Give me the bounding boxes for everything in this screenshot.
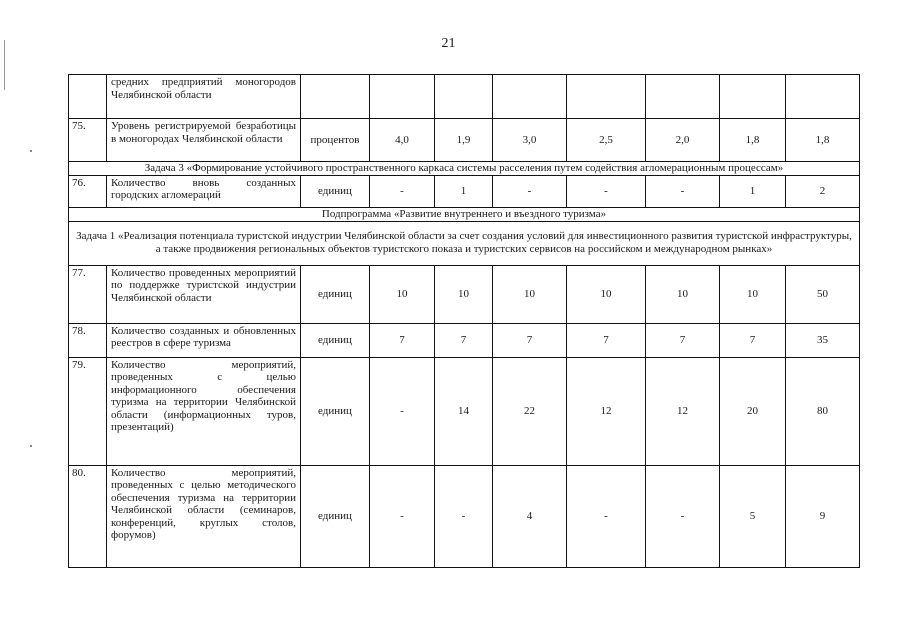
table-row [69,119,860,162]
value-cell: 1 [435,175,493,207]
value-cell: 1 [720,175,786,207]
value-cell [567,75,646,119]
value-cell [435,75,493,119]
unit-cell: единиц [301,465,370,567]
value-cell: 10 [493,265,567,323]
value-cell: 2 [786,175,860,207]
value-cell: 9 [786,465,860,567]
unit-cell: единиц [301,323,370,357]
unit-cell [301,75,370,119]
value-cell: - [370,357,435,465]
table-row [69,357,860,465]
scan-speck [30,150,32,152]
value-cell: 12 [567,357,646,465]
value-cell: 2,5 [567,119,646,162]
value-cell: 12 [646,357,720,465]
row-number [69,75,107,119]
value-cell: 1,8 [720,119,786,162]
table-row [69,465,860,567]
value-cell [493,75,567,119]
value-cell: - [370,175,435,207]
value-cell: - [370,465,435,567]
table-row [69,265,860,323]
value-cell: 35 [786,323,860,357]
indicators-table [68,74,860,568]
section-heading-row [69,162,860,176]
value-cell: 10 [646,265,720,323]
row-number: 78. [69,323,107,357]
indicator-name: Количество созданных и обновленных реестров в сфере туризма [107,323,301,357]
indicator-name: Количество вновь созданных городских агломераций [107,175,301,207]
section-heading: Задача 1 «Реализация потенциала туристской индустрии Челябинской области за счет создания условий для инвестиционного развития туристской инфраструктуры, а также продвижения региональных объектов туристского показа и туристских сервисов на российском и международном рынках» [69,221,860,265]
value-cell: 10 [720,265,786,323]
value-cell: 10 [435,265,493,323]
value-cell [786,75,860,119]
value-cell [370,75,435,119]
section-heading-row [69,207,860,221]
value-cell: - [435,465,493,567]
value-cell: 22 [493,357,567,465]
value-cell: - [646,465,720,567]
row-number: 79. [69,357,107,465]
value-cell: 10 [567,265,646,323]
value-cell: 14 [435,357,493,465]
table-row [69,175,860,207]
indicator-name: Количество проведенных мероприятий по поддержке туристской индустрии Челябинской области [107,265,301,323]
indicator-name: Уровень регистрируемой безработицы в моногородах Челябинской области [107,119,301,162]
row-number: 75. [69,119,107,162]
row-number: 76. [69,175,107,207]
value-cell: 2,0 [646,119,720,162]
value-cell: 80 [786,357,860,465]
value-cell: 7 [720,323,786,357]
row-number: 80. [69,465,107,567]
indicator-name: Количество мероприятий, проведенных с целью методического обеспечения туризма на территории Челябинской области (семинаров, конференций, круглых столов, форумов) [107,465,301,567]
value-cell: 7 [493,323,567,357]
section-heading: Подпрограмма «Развитие внутреннего и въездного туризма» [69,207,860,221]
unit-cell: процентов [301,119,370,162]
table-row [69,75,860,119]
value-cell: 3,0 [493,119,567,162]
value-cell: - [493,175,567,207]
value-cell: 50 [786,265,860,323]
value-cell: 7 [370,323,435,357]
section-heading: Задача 3 «Формирование устойчивого пространственного каркаса системы расселения путем содействия агломерационным процессам» [69,162,860,176]
value-cell: 5 [720,465,786,567]
unit-cell: единиц [301,265,370,323]
value-cell: 1,9 [435,119,493,162]
value-cell: 7 [567,323,646,357]
value-cell [646,75,720,119]
section-heading-row [69,221,860,265]
value-cell: - [646,175,720,207]
value-cell: 1,8 [786,119,860,162]
value-cell: 4 [493,465,567,567]
value-cell [720,75,786,119]
value-cell: 7 [435,323,493,357]
value-cell: - [567,465,646,567]
value-cell: 20 [720,357,786,465]
value-cell: 10 [370,265,435,323]
indicator-name: Количество мероприятий, проведенных с целью информационного обеспечения туризма на территории Челябинской области (информационных туров, презентаций) [107,357,301,465]
scan-speck [30,445,32,447]
unit-cell: единиц [301,357,370,465]
table-row [69,323,860,357]
row-number: 77. [69,265,107,323]
value-cell: 4,0 [370,119,435,162]
unit-cell: единиц [301,175,370,207]
value-cell: 7 [646,323,720,357]
indicator-name: средних предприятий моногородов Челябинской области [107,75,301,119]
value-cell: - [567,175,646,207]
page-number: 21 [441,36,456,51]
